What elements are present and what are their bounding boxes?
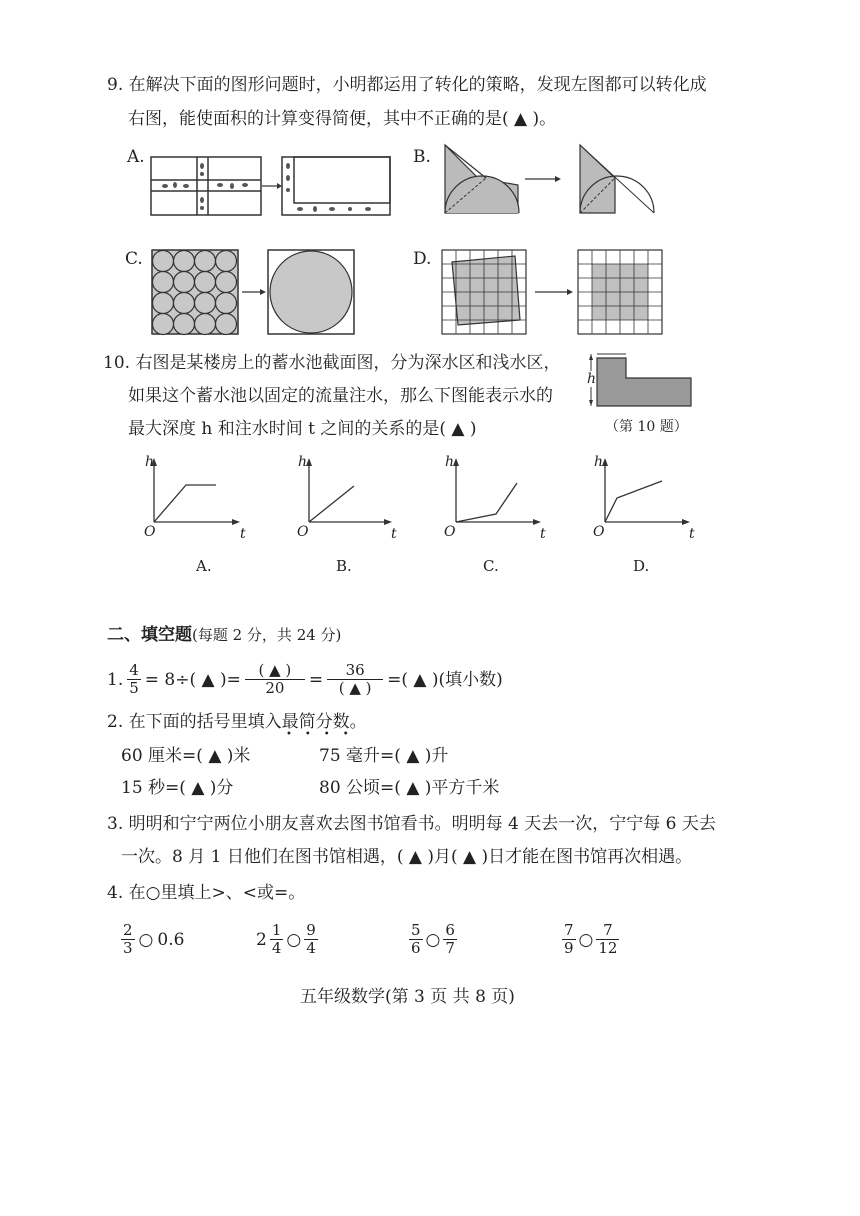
q9-option-c-label: C. — [125, 249, 143, 269]
figure-c-right — [268, 250, 354, 334]
fill-4-item-4: $\frac{7}{9}$ ○ $\frac{7}{12}$ — [564, 921, 618, 957]
q10-graphs — [0, 450, 860, 550]
graph-c — [456, 462, 537, 522]
fill-4-item-1: $\frac{2}{3}$ ○ 0.6 — [123, 921, 185, 957]
fill-3-line1: 3. 明明和宁宁两位小朋友喜欢去图书馆看书。明明每 4 天去一次，宁宁每 6 天去 — [107, 814, 716, 834]
page-footer: 五年级数学(第 3 页 共 8 页) — [300, 987, 515, 1007]
fill-4-line: 4. 在○里填上>、<或=。 — [107, 883, 306, 903]
graph-c-label: C. — [483, 557, 499, 575]
fill-4-item-2: 2 $\frac{1}{4}$ ○ $\frac{9}{4}$ — [256, 921, 316, 957]
section2-title: 二、填空题 — [107, 625, 192, 645]
q9-line1: 9. 在解决下面的图形问题时，小明都运用了转化的策略，发现左图都可以转化成 — [107, 75, 707, 95]
graph-c-x-label: t — [540, 526, 546, 542]
graph-d-x-label: t — [689, 526, 695, 542]
graph-d-origin: O — [593, 524, 605, 540]
q10-tank-figure — [585, 348, 705, 413]
q10-tank-h-label: h — [587, 371, 597, 387]
fill-1-frac3: $\frac{36}{( ▲ )}$ — [327, 662, 383, 697]
graph-d-label: D. — [633, 557, 650, 575]
fill-2-a: 60 厘米=( ▲ )米 — [121, 746, 251, 766]
q9-option-d-label: D. — [413, 249, 432, 269]
graph-a — [154, 462, 236, 522]
fill-1-eq: = — [308, 669, 324, 690]
compare-circle-1[interactable]: ○ — [138, 929, 154, 950]
figure-a-right — [282, 157, 390, 215]
figure-a-left-dots — [162, 163, 248, 210]
q9-option-b-label: B. — [413, 147, 431, 167]
graph-a-label: A. — [196, 557, 212, 575]
figure-c-left — [152, 250, 238, 335]
compare-circle-3[interactable]: ○ — [425, 929, 441, 950]
fill-2-c: 15 秒=( ▲ )分 — [121, 778, 234, 798]
fill-3-line2: 一次。8 月 1 日他们在图书馆相遇，( ▲ )月( ▲ )日才能在图书馆再次相遇。 — [121, 847, 693, 867]
graph-b-origin: O — [297, 524, 309, 540]
fill-2-line: 2. 在下面的括号里填入最简分数。 — [107, 712, 367, 732]
q10-line2: 如果这个蓄水池以固定的流量注水，那么下图能表示水的 — [128, 386, 553, 406]
graph-a-y-label: h — [145, 454, 155, 470]
fill-1-frac2: $\frac{( ▲ )}{20}$ — [245, 662, 305, 697]
fill-2-d: 80 公顷=( ▲ )平方千米 — [319, 778, 500, 798]
figure-d-right — [578, 250, 662, 334]
graph-d-y-label: h — [594, 454, 604, 470]
section2-heading — [107, 624, 341, 646]
q10-fig-caption: （第 10 题） — [605, 419, 688, 435]
graph-b — [309, 462, 388, 522]
graph-b-label: B. — [336, 557, 352, 575]
figure-d-left — [442, 250, 526, 334]
section2-note: (每题 2 分，共 24 分) — [192, 626, 342, 644]
compare-circle-2[interactable]: ○ — [286, 929, 302, 950]
graph-b-y-label: h — [298, 454, 308, 470]
fill-1-frac1: $\frac{4}{5}$ — [129, 661, 139, 697]
fill-1-mid: = 8÷( ▲ )= — [144, 669, 241, 690]
q10-line3: 最大深度 h 和注水时间 t 之间的关系的是( ▲ ) — [128, 419, 477, 439]
fill-1-tail: =( ▲ )(填小数) — [387, 669, 503, 690]
figure-b-left — [445, 145, 519, 213]
graph-a-x-label: t — [240, 526, 246, 542]
q9-option-a-label: A. — [127, 147, 145, 167]
fill-2-b: 75 毫升=( ▲ )升 — [319, 746, 449, 766]
q10-line1: 10. 右图是某楼房上的蓄水池截面图，分为深水区和浅水区， — [103, 353, 561, 373]
graph-b-x-label: t — [391, 526, 397, 542]
graph-a-origin: O — [144, 524, 156, 540]
fill-1 — [107, 662, 503, 697]
fill-2-emphasis-dots: •••• — [286, 729, 362, 740]
figure-b-right — [580, 145, 654, 213]
graph-d — [605, 462, 686, 522]
q9-figures — [0, 0, 860, 340]
graph-c-origin: O — [444, 524, 456, 540]
graph-c-y-label: h — [445, 454, 455, 470]
q9-line2: 右图，能使面积的计算变得简便，其中不正确的是( ▲ )。 — [128, 109, 557, 129]
fill-1-num: 1. — [107, 669, 124, 690]
compare-circle-4[interactable]: ○ — [578, 929, 594, 950]
fill-4-item-3: $\frac{5}{6}$ ○ $\frac{6}{7}$ — [411, 921, 455, 957]
